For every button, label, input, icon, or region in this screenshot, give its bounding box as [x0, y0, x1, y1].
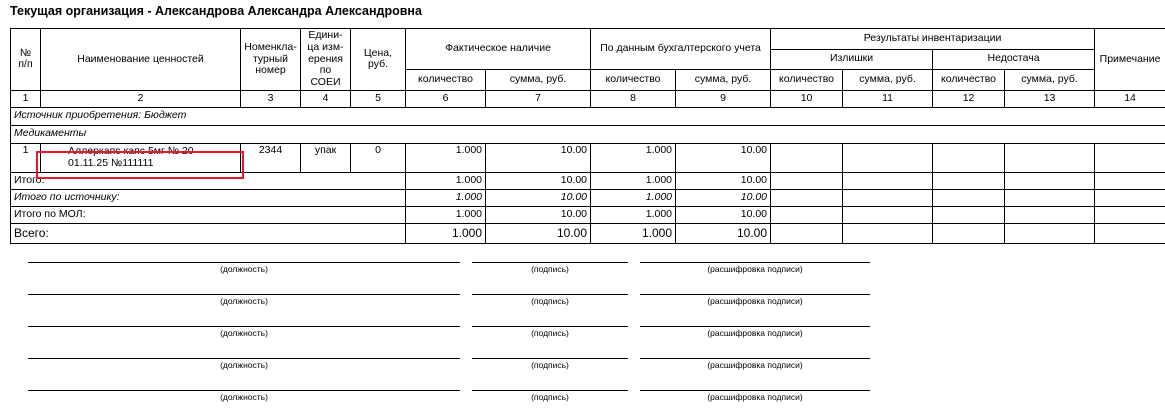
- grand-actual-sum: 10.00: [486, 223, 591, 243]
- grand-surplus-sum: [843, 223, 933, 243]
- cell-name-line1: Аллеркапс капс 5мг № 20: [68, 144, 194, 157]
- colnum-4: 4: [301, 90, 351, 107]
- th-nomenclature: Номенкла-турный номер: [241, 29, 301, 91]
- total-source-actual-qty: 1.000: [406, 189, 486, 206]
- cell-note: [1095, 143, 1165, 172]
- cell-price: 0: [351, 143, 406, 172]
- signature-line-sign: [472, 326, 628, 327]
- signature-label-transcript: (расшифровка подписи): [707, 264, 803, 274]
- colnum-9: 9: [676, 90, 771, 107]
- colnum-2: 2: [41, 90, 241, 107]
- th-number: [11, 29, 41, 91]
- total-shortage-qty: [933, 172, 1005, 189]
- colnum-3: 3: [241, 90, 301, 107]
- total-mol-surplus-sum: [843, 206, 933, 223]
- signature-line-position: [28, 326, 460, 327]
- page-title: Текущая организация - Александрова Александра Александровна: [10, 4, 422, 18]
- signature-label-transcript: (расшифровка подписи): [707, 328, 803, 338]
- group-source-label: Источник приобретения: Бюджет: [11, 107, 1165, 125]
- total-acc-sum: 10.00: [676, 172, 771, 189]
- total-source-surplus-sum: [843, 189, 933, 206]
- th-acc-qty: количество: [591, 70, 676, 91]
- total-mol-acc-sum: 10.00: [676, 206, 771, 223]
- signature-line-transcript: [640, 262, 870, 263]
- table-column-numbers-row: [11, 90, 1165, 107]
- group-category-label: Медикаменты: [11, 125, 1165, 143]
- group-row-source: [11, 107, 1165, 125]
- signature-line-sign: [472, 390, 628, 391]
- th-number-line1: №: [19, 46, 32, 59]
- signature-line-position: [28, 262, 460, 263]
- signature-line-sign: [472, 358, 628, 359]
- colnum-1: 1: [11, 90, 41, 107]
- signature-line-sign: [472, 294, 628, 295]
- total-row-by-mol: [11, 206, 1165, 223]
- cell-name: [41, 143, 241, 172]
- th-surplus-qty: количество: [771, 70, 843, 91]
- th-note: Примечание: [1095, 29, 1165, 91]
- th-number-line2: п/п: [18, 58, 33, 71]
- grand-note: [1095, 223, 1165, 243]
- signature-line-transcript: [640, 390, 870, 391]
- cell-shortage-sum: [1005, 143, 1095, 172]
- total-surplus-qty: [771, 172, 843, 189]
- signature-line-transcript: [640, 326, 870, 327]
- cell-actual-sum: 10.00: [486, 143, 591, 172]
- cell-actual-qty: 1.000: [406, 143, 486, 172]
- colnum-7: 7: [486, 90, 591, 107]
- total-label-itogo: Итого:: [11, 172, 406, 189]
- total-note: [1095, 172, 1165, 189]
- colnum-6: 6: [406, 90, 486, 107]
- signature-area: [0, 252, 1165, 412]
- th-actual-sum: сумма, руб.: [486, 70, 591, 91]
- colnum-14: 14: [1095, 90, 1165, 107]
- total-shortage-sum: [1005, 172, 1095, 189]
- th-surplus-sum: сумма, руб.: [843, 70, 933, 91]
- cell-surplus-qty: [771, 143, 843, 172]
- signature-row: [0, 316, 1165, 348]
- grand-acc-sum: 10.00: [676, 223, 771, 243]
- total-row-grand: [11, 223, 1165, 243]
- cell-acc-sum: 10.00: [676, 143, 771, 172]
- th-shortage-sum: сумма, руб.: [1005, 70, 1095, 91]
- total-mol-acc-qty: 1.000: [591, 206, 676, 223]
- inventory-table: [10, 28, 1165, 244]
- total-mol-actual-qty: 1.000: [406, 206, 486, 223]
- signature-label-position: (должность): [220, 392, 268, 402]
- total-actual-qty: 1.000: [406, 172, 486, 189]
- signature-line-position: [28, 358, 460, 359]
- total-label-grand: Всего:: [11, 223, 406, 243]
- th-actual: Фактическое наличие: [406, 29, 591, 70]
- signature-line-sign: [472, 262, 628, 263]
- grand-acc-qty: 1.000: [591, 223, 676, 243]
- signature-label-transcript: (расшифровка подписи): [707, 296, 803, 306]
- cell-acc-qty: 1.000: [591, 143, 676, 172]
- total-mol-shortage-qty: [933, 206, 1005, 223]
- total-mol-surplus-qty: [771, 206, 843, 223]
- total-mol-shortage-sum: [1005, 206, 1095, 223]
- signature-row: [0, 284, 1165, 316]
- th-shortage: Недостача: [933, 49, 1095, 70]
- signature-label-signature: (подпись): [531, 264, 569, 274]
- total-source-shortage-qty: [933, 189, 1005, 206]
- colnum-10: 10: [771, 90, 843, 107]
- total-source-note: [1095, 189, 1165, 206]
- total-source-acc-qty: 1.000: [591, 189, 676, 206]
- total-label-by-mol: Итого по МОЛ:: [11, 206, 406, 223]
- cell-unit: упак: [301, 143, 351, 172]
- colnum-5: 5: [351, 90, 406, 107]
- total-acc-qty: 1.000: [591, 172, 676, 189]
- total-source-acc-sum: 10.00: [676, 189, 771, 206]
- signature-line-position: [28, 294, 460, 295]
- signature-line-transcript: [640, 358, 870, 359]
- signature-label-position: (должность): [220, 328, 268, 338]
- signature-label-signature: (подпись): [531, 296, 569, 306]
- th-surplus: Излишки: [771, 49, 933, 70]
- signature-label-transcript: (расшифровка подписи): [707, 360, 803, 370]
- grand-surplus-qty: [771, 223, 843, 243]
- cell-surplus-sum: [843, 143, 933, 172]
- total-source-actual-sum: 10.00: [486, 189, 591, 206]
- th-unit: Едини-ца изм-ерения по СОЕИ: [301, 29, 351, 91]
- total-label-by-source: Итого по источнику:: [11, 189, 406, 206]
- group-row-category: [11, 125, 1165, 143]
- total-source-surplus-qty: [771, 189, 843, 206]
- signature-label-position: (должность): [220, 264, 268, 274]
- th-price: Цена, руб.: [351, 29, 406, 91]
- th-acc-sum: сумма, руб.: [676, 70, 771, 91]
- cell-name-line2: 01.11.25 №111111: [68, 156, 154, 169]
- th-actual-qty: количество: [406, 70, 486, 91]
- cell-row-number: 1: [11, 143, 41, 172]
- total-actual-sum: 10.00: [486, 172, 591, 189]
- signature-row: [0, 380, 1165, 412]
- signature-label-position: (должность): [220, 360, 268, 370]
- signature-line-transcript: [640, 294, 870, 295]
- signature-label-position: (должность): [220, 296, 268, 306]
- total-source-shortage-sum: [1005, 189, 1095, 206]
- grand-shortage-qty: [933, 223, 1005, 243]
- colnum-11: 11: [843, 90, 933, 107]
- th-results: Результаты инвентаризации: [771, 29, 1095, 50]
- cell-shortage-qty: [933, 143, 1005, 172]
- table-header-row-1: [11, 29, 1165, 50]
- th-name: Наименование ценностей: [41, 29, 241, 91]
- signature-label-transcript: (расшифровка подписи): [707, 392, 803, 402]
- th-accounting: По данным бухгалтерского учета: [591, 29, 771, 70]
- colnum-8: 8: [591, 90, 676, 107]
- total-row-by-source: [11, 189, 1165, 206]
- colnum-12: 12: [933, 90, 1005, 107]
- table-row[interactable]: [11, 143, 1165, 172]
- signature-label-signature: (подпись): [531, 328, 569, 338]
- grand-shortage-sum: [1005, 223, 1095, 243]
- total-mol-note: [1095, 206, 1165, 223]
- signature-label-signature: (подпись): [531, 392, 569, 402]
- colnum-13: 13: [1005, 90, 1095, 107]
- th-shortage-qty: количество: [933, 70, 1005, 91]
- signature-row: [0, 252, 1165, 284]
- total-surplus-sum: [843, 172, 933, 189]
- total-row-itogo: [11, 172, 1165, 189]
- signature-row: [0, 348, 1165, 380]
- signature-line-position: [28, 390, 460, 391]
- grand-actual-qty: 1.000: [406, 223, 486, 243]
- total-mol-actual-sum: 10.00: [486, 206, 591, 223]
- cell-nomenclature: 2344: [241, 143, 301, 172]
- signature-label-signature: (подпись): [531, 360, 569, 370]
